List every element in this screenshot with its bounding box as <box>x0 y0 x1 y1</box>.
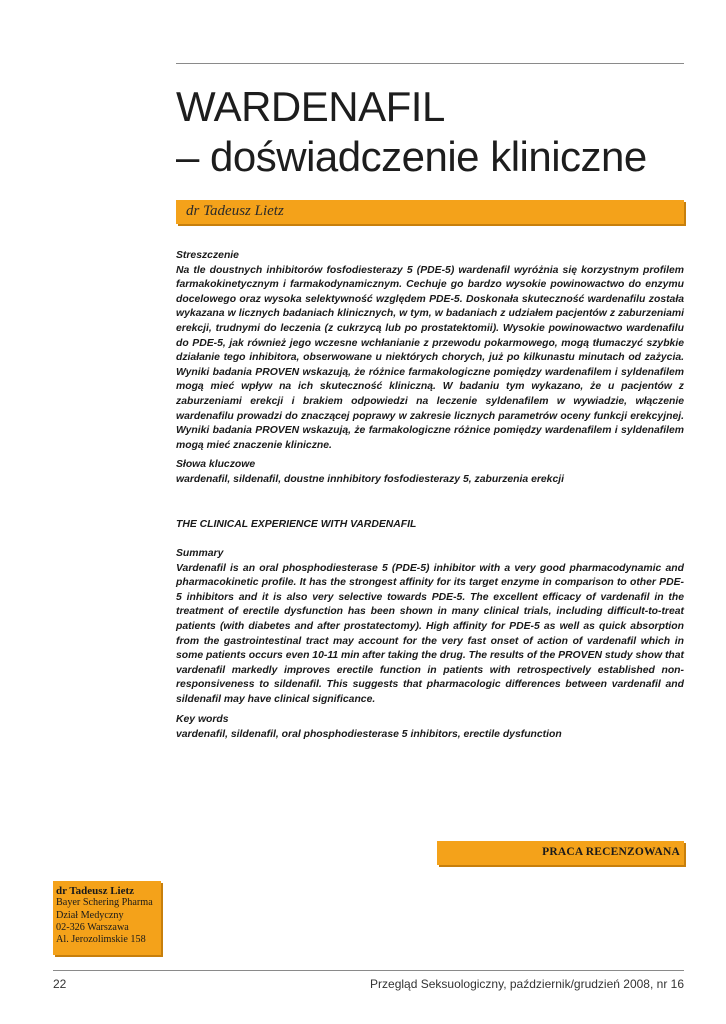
page-number: 22 <box>53 977 67 991</box>
abstract-pl-heading: Streszczenie <box>176 250 239 261</box>
keywords-en-heading: Key words <box>176 714 229 725</box>
keywords-en-text: vardenafil, sildenafil, oral phosphodiesterase 5 inhibitors, erectile dysfunction <box>176 728 562 740</box>
keywords-pl-text: wardenafil, sildenafil, doustne innhibitory fosfodiesterazy 5, zaburzenia erekcji <box>176 473 565 485</box>
author-address-box <box>53 881 161 955</box>
top-rule <box>176 63 684 64</box>
english-title: THE CLINICAL EXPERIENCE WITH VARDENAFIL <box>176 519 417 530</box>
address-line-1: Bayer Schering Pharma <box>56 897 153 909</box>
abstract-pl <box>176 249 684 453</box>
address-name: dr Tadeusz Lietz <box>56 885 135 897</box>
abstract-pl-text: Na tle doustnych inhibitorów fosfodiesterazy 5 (PDE-5) wardenafil wyróżnia się korzystnym profilem farmakokinetycznym i farmakodynamicznym. Cechuje go bardzo wysokie powinowactwo do enzymu docelowego oraz wysoka selektywność względem PDE-5. Doskonała skuteczność wardenafilu została wykazana w licznych badaniach klinicznych, w tym, w badaniach z udziałem pacjentów z zaburzeniami erekcji, trudnymi do leczenia (z cukrzycą lub po prostatektomii). Wysokie powinowactwo wardenafilu do PDE-5, jak również jego wczesne wchłanianie z przewodu pokarmowego, mogą tłumaczyć szybkie działanie tego inhibitora, obserwowane u niektórych chorych, już po kilkunastu minutach od zażycia. Wyniki badania PROVEN wskazują, że różnice farmakologiczne pomiędzy wardenafilem i syldenafilem mogą mieć wpływ na ich skuteczność kliniczną. W badaniu tym wykazano, że u pacjentów z zaburzeniami erekcji i brakiem odpowiedzi na leczenie syldenafilem w wywiadzie, włączenie wardenafilu prowadzi do znaczącej poprawy w zakresie licznych parametrów oceny funkcji erekcyjnej. Wyniki badania PROVEN wskazują, że farmakologiczne różnice pomiędzy wardenafilem i syldenafilem mogą mieć znaczenie kliniczne. <box>176 264 684 451</box>
keywords-en <box>176 713 684 742</box>
peer-reviewed-label: PRACA RECENZOWANA <box>542 846 680 858</box>
summary-en <box>176 547 684 708</box>
title-line-2: – doświadczenie kliniczne <box>176 133 647 180</box>
summary-en-text: Vardenafil is an oral phosphodiesterase 5 (PDE-5) inhibitor with a very good pharmacodynamic and pharmacokinetic profile. It has the strongest affinity for its target enzyme in comparison to other PDE-5 inhibitors and it is also very selective towards PDE-5. The excellent efficacy of vardenafil in the treatment of erectile dysfunction has been shown in many clinical trials, including difficult-to-treat patients (with diabetes and after prostatectomy). High affinity for PDE-5 as well as quick absorption from the gastrointestinal tract may account for the very fast onset of action of vardenafil which in some patients occurs even 10-11 min after taking the drug. The results of the PROVEN study show that vardenafil markedly improves erectile function in patients with retrospectively established non-responsiveness to sildenafil. This suggests that pharmacologic differences between vardenafil and sildenafil may have clinical significance. <box>176 562 684 705</box>
address-line-3: 02-326 Warszawa <box>56 921 129 933</box>
address-line-2: Dział Medyczny <box>56 909 124 921</box>
keywords-pl-heading: Słowa kluczowe <box>176 459 256 470</box>
article-title <box>176 82 696 182</box>
address-line-4: Al. Jerozolimskie 158 <box>56 934 146 946</box>
journal-citation: Przegląd Seksuologiczny, październik/grudzień 2008, nr 16 <box>370 977 684 991</box>
author-name: dr Tadeusz Lietz <box>186 203 284 219</box>
keywords-pl <box>176 458 684 487</box>
peer-reviewed-badge <box>437 841 684 865</box>
author-bar <box>176 200 684 224</box>
summary-en-heading: Summary <box>176 548 224 559</box>
bottom-rule <box>53 970 684 971</box>
title-line-1: WARDENAFIL <box>176 83 445 130</box>
